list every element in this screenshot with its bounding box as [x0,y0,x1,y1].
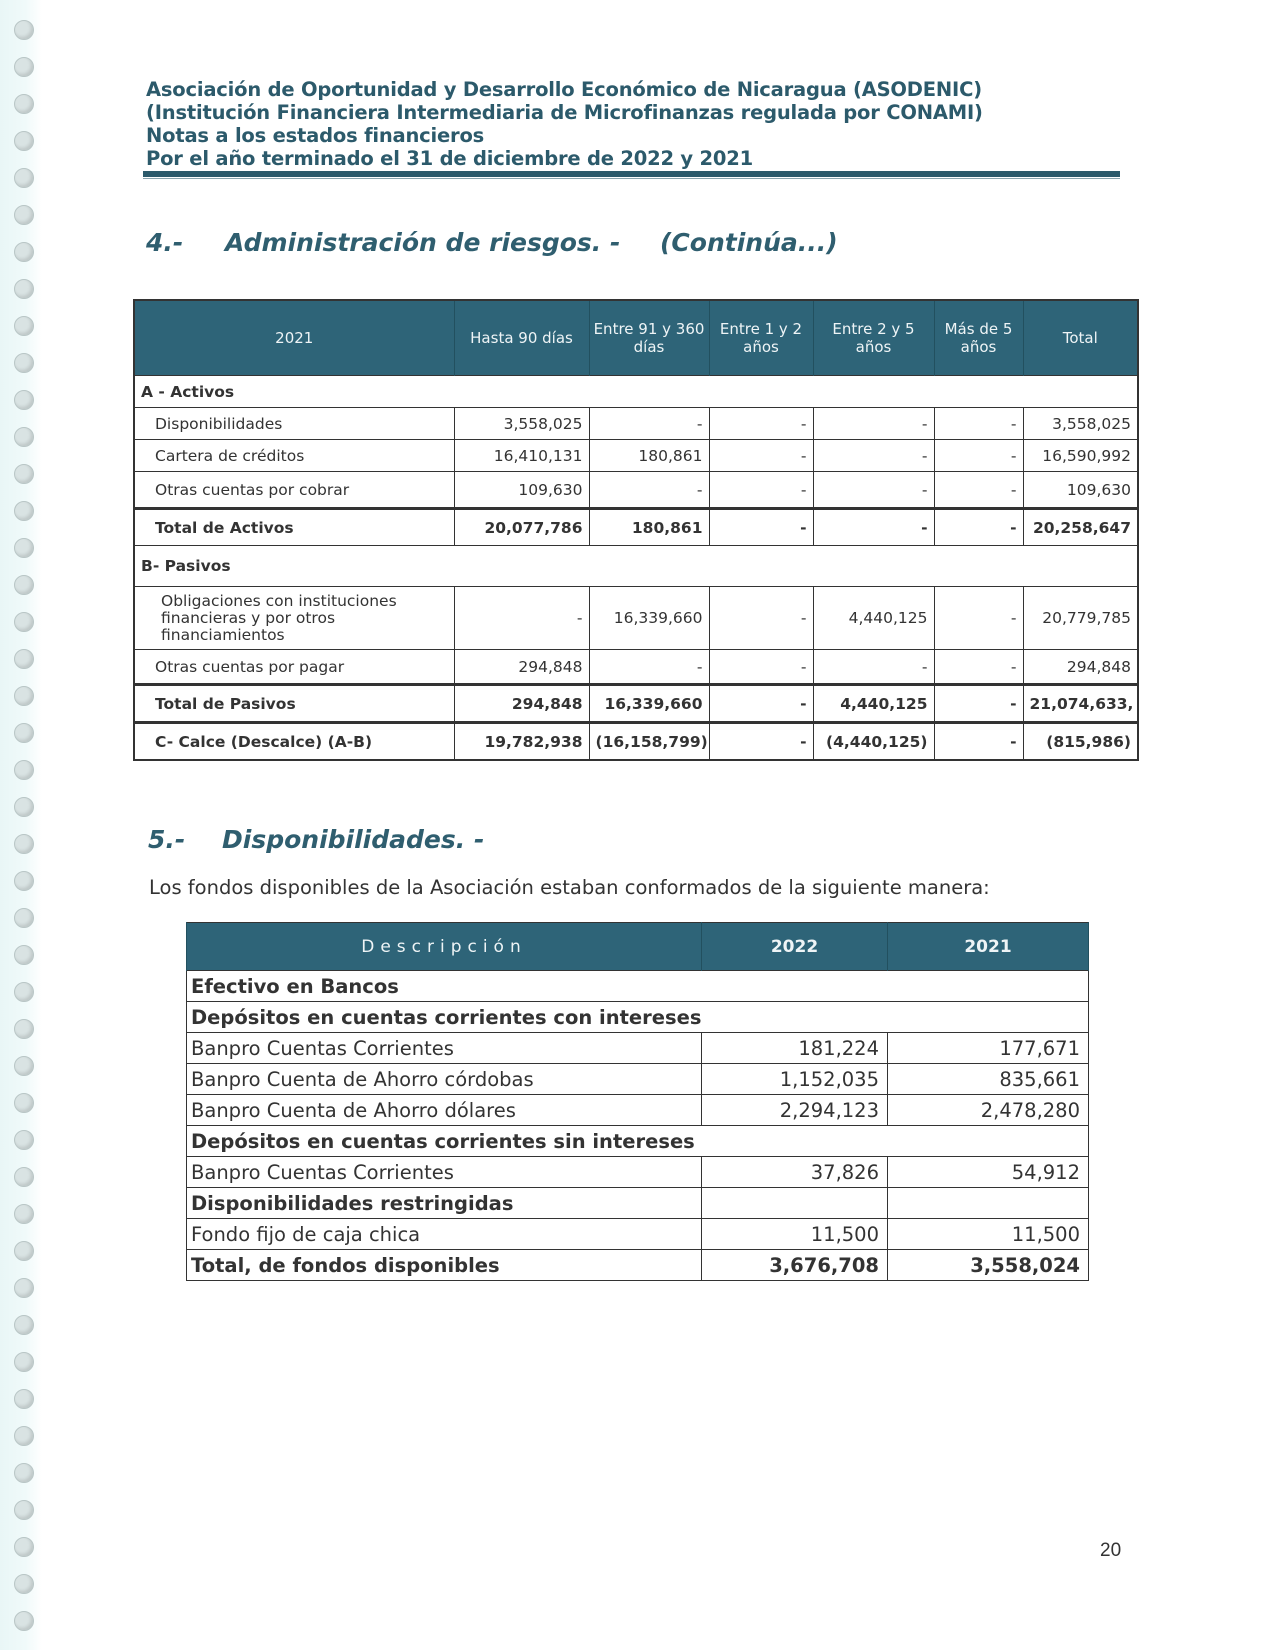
document-header [146,78,1136,170]
cell-2022: 37,826 [702,1157,888,1188]
col-header-2-5y: Entre 2 y 5 años [813,300,934,376]
cell: - [709,685,813,723]
cell-2022: 1,152,035 [702,1064,888,1095]
table-header-row [134,300,1138,376]
cell: - [934,472,1023,509]
row-label: Disponibilidades [134,408,454,440]
binder-ring-icon [14,1574,34,1594]
risk-maturity-table [133,299,1139,761]
binder-ring-icon [14,871,34,891]
cell: - [934,440,1023,472]
row-label: Total de Pasivos [134,685,454,723]
binder-ring-icon [14,242,34,262]
binder-ring-icon [14,316,34,336]
table-row [187,1064,1089,1095]
cell: 21,074,633, [1023,685,1138,723]
cell: - [709,587,813,650]
cell: - [454,587,589,650]
cell: 20,779,785 [1023,587,1138,650]
cell: - [934,509,1023,546]
binder-ring-icon [14,1500,34,1520]
section4-number: 4.- [146,228,184,257]
page-number: 20 [1100,1540,1122,1561]
binder-ring-icon [14,168,34,188]
binder-ring-icon [14,390,34,410]
cell-2022-empty [702,1188,888,1219]
cell: 4,440,125 [813,587,934,650]
cell-2021: 54,912 [888,1157,1089,1188]
cell: - [709,472,813,509]
row-label: Otras cuentas por pagar [134,650,454,685]
binder-ring-icon [14,464,34,484]
total-row-pasivos [134,685,1138,723]
col-header-2021: 2021 [888,923,1089,971]
row-label: Obligaciones con instituciones financieras y por otros financiamientos [134,587,454,650]
cell: - [813,408,934,440]
table-row [187,1095,1089,1126]
table-row [187,1157,1089,1188]
row-label: Otras cuentas por cobrar [134,472,454,509]
cell: (4,440,125) [813,723,934,761]
binder-ring-icon [14,279,34,299]
group-label: Disponibilidades restringidas [187,1188,702,1219]
binder-ring-icon [14,1315,34,1335]
group-row [187,1188,1089,1219]
binder-ring-icon [14,797,34,817]
cell-2021: 3,558,024 [888,1250,1089,1281]
col-header-5y-plus: Más de 5 años [934,300,1023,376]
header-line-period: Por el año terminado el 31 de diciembre de 2022 y 2021 [146,147,753,170]
cell: 20,258,647 [1023,509,1138,546]
calce-row [134,723,1138,761]
binder-ring-icon [14,982,34,1002]
cell: - [709,723,813,761]
cell-2022: 11,500 [702,1219,888,1250]
cell-2021: 11,500 [888,1219,1089,1250]
col-header-90d: Hasta 90 días [454,300,589,376]
binder-ring-icon [14,20,34,40]
group-row [187,1126,1089,1157]
binder-ring-icon [14,1241,34,1261]
group-label: Efectivo en Bancos [187,971,1089,1002]
cell: (16,158,799) [589,723,709,761]
row-label: Banpro Cuentas Corrientes [187,1033,702,1064]
col-header-1-2y: Entre 1 y 2 años [709,300,813,376]
cell-2021: 177,671 [888,1033,1089,1064]
cell: 4,440,125 [813,685,934,723]
section-label: A - Activos [134,376,1138,408]
cell: - [934,685,1023,723]
binder-ring-icon [14,538,34,558]
row-label: Total, de fondos disponibles [187,1250,702,1281]
col-header-2022: 2022 [702,923,888,971]
binder-ring-icon [14,1019,34,1039]
cell-2021: 2,478,280 [888,1095,1089,1126]
binder-ring-icon [14,1463,34,1483]
group-label: Depósitos en cuentas corrientes sin intereses [187,1126,1089,1157]
total-row [187,1250,1089,1281]
cell: 16,339,660 [589,587,709,650]
row-label: C- Calce (Descalce) (A-B) [134,723,454,761]
cell: - [709,440,813,472]
binder-ring-icon [14,1389,34,1409]
cell-2022: 181,224 [702,1033,888,1064]
col-header-year: 2021 [134,300,454,376]
binder-ring-icon [14,94,34,114]
table-row [187,1033,1089,1064]
section4-title: Administración de riesgos. - [225,228,621,257]
total-row-activos [134,509,1138,546]
binder-ring-icon [14,945,34,965]
binder-ring-icon [14,1204,34,1224]
header-rule [143,171,1120,177]
row-label: Banpro Cuentas Corrientes [187,1157,702,1188]
binder-ring-icon [14,1352,34,1372]
binder-ring-icon [14,834,34,854]
cell: 180,861 [589,509,709,546]
binder-ring-icon [14,1537,34,1557]
section-row-activos [134,376,1138,408]
section-row-pasivos [134,546,1138,587]
cell: - [589,408,709,440]
cell: 3,558,025 [454,408,589,440]
binder-ring-icon [14,760,34,780]
binder-ring-icon [14,57,34,77]
col-header-91-360d: Entre 91 y 360 días [589,300,709,376]
cell: - [934,723,1023,761]
section5-number: 5.- [148,825,186,854]
cell: - [589,650,709,685]
available-funds-table [186,922,1089,1281]
cell: 294,848 [1023,650,1138,685]
row-label: Banpro Cuenta de Ahorro dólares [187,1095,702,1126]
cell: 109,630 [1023,472,1138,509]
binder-ring-icon [14,575,34,595]
row-label: Fondo fijo de caja chica [187,1219,702,1250]
binder-ring-icon [14,427,34,447]
cell: - [709,408,813,440]
col-header-total: Total [1023,300,1138,376]
cell: 19,782,938 [454,723,589,761]
binder-ring-icon [14,1130,34,1150]
table-row [134,440,1138,472]
table-row [187,1219,1089,1250]
cell: - [934,408,1023,440]
table-row [134,650,1138,685]
table-row [134,408,1138,440]
cell: - [813,440,934,472]
cell: - [813,650,934,685]
binder-ring-icon [14,501,34,521]
cell: 180,861 [589,440,709,472]
cell: - [709,509,813,546]
row-label: Total de Activos [134,509,454,546]
binder-ring-icon [14,353,34,373]
cell-2022: 3,676,708 [702,1250,888,1281]
binder-ring-icon [14,131,34,151]
binder-ring-icon [14,1426,34,1446]
header-rule-thin [143,178,1120,179]
group-row [187,971,1089,1002]
cell: - [934,650,1023,685]
table-row [134,587,1138,650]
table-header-row [187,923,1089,971]
binder-ring-icon [14,649,34,669]
cell: (815,986) [1023,723,1138,761]
cell: 20,077,786 [454,509,589,546]
cell: 16,410,131 [454,440,589,472]
header-line-org: Asociación de Oportunidad y Desarrollo Económico de Nicaragua (ASODENIC) [146,78,982,101]
header-line-institution: (Institución Financiera Intermediaria de Microfinanzas regulada por CONAMI) [146,101,983,124]
cell: 3,558,025 [1023,408,1138,440]
binder-ring-icon [14,1056,34,1076]
table-row [134,472,1138,509]
binder-ring-icon [14,205,34,225]
binder-ring-icon [14,908,34,928]
cell: - [709,650,813,685]
cell: 109,630 [454,472,589,509]
row-label: Cartera de créditos [134,440,454,472]
section5-intro: Los fondos disponibles de la Asociación estaban conformados de la siguiente manera: [149,876,990,899]
header-line-notes: Notas a los estados financieros [146,124,485,147]
group-row [187,1002,1089,1033]
cell-2021: 835,661 [888,1064,1089,1095]
cell: 16,339,660 [589,685,709,723]
cell: 16,590,992 [1023,440,1138,472]
cell: - [813,509,934,546]
section5-title: Disponibilidades. - [222,825,485,854]
section4-continued: (Continúa...) [660,228,838,257]
binder-ring-icon [14,612,34,632]
cell: - [813,472,934,509]
section-label: B- Pasivos [134,546,1138,587]
cell: 294,848 [454,650,589,685]
binder-ring-icon [14,1611,34,1631]
binder-ring-icon [14,723,34,743]
binder-ring-icon [14,1093,34,1113]
row-label: Banpro Cuenta de Ahorro córdobas [187,1064,702,1095]
col-header-description: Descripción [187,923,702,971]
cell: - [934,587,1023,650]
group-label: Depósitos en cuentas corrientes con intereses [187,1002,1089,1033]
cell: - [589,472,709,509]
cell-2021-empty [888,1188,1089,1219]
cell: 294,848 [454,685,589,723]
binder-ring-icon [14,1167,34,1187]
cell-2022: 2,294,123 [702,1095,888,1126]
binder-ring-icon [14,1278,34,1298]
binder-ring-icon [14,686,34,706]
